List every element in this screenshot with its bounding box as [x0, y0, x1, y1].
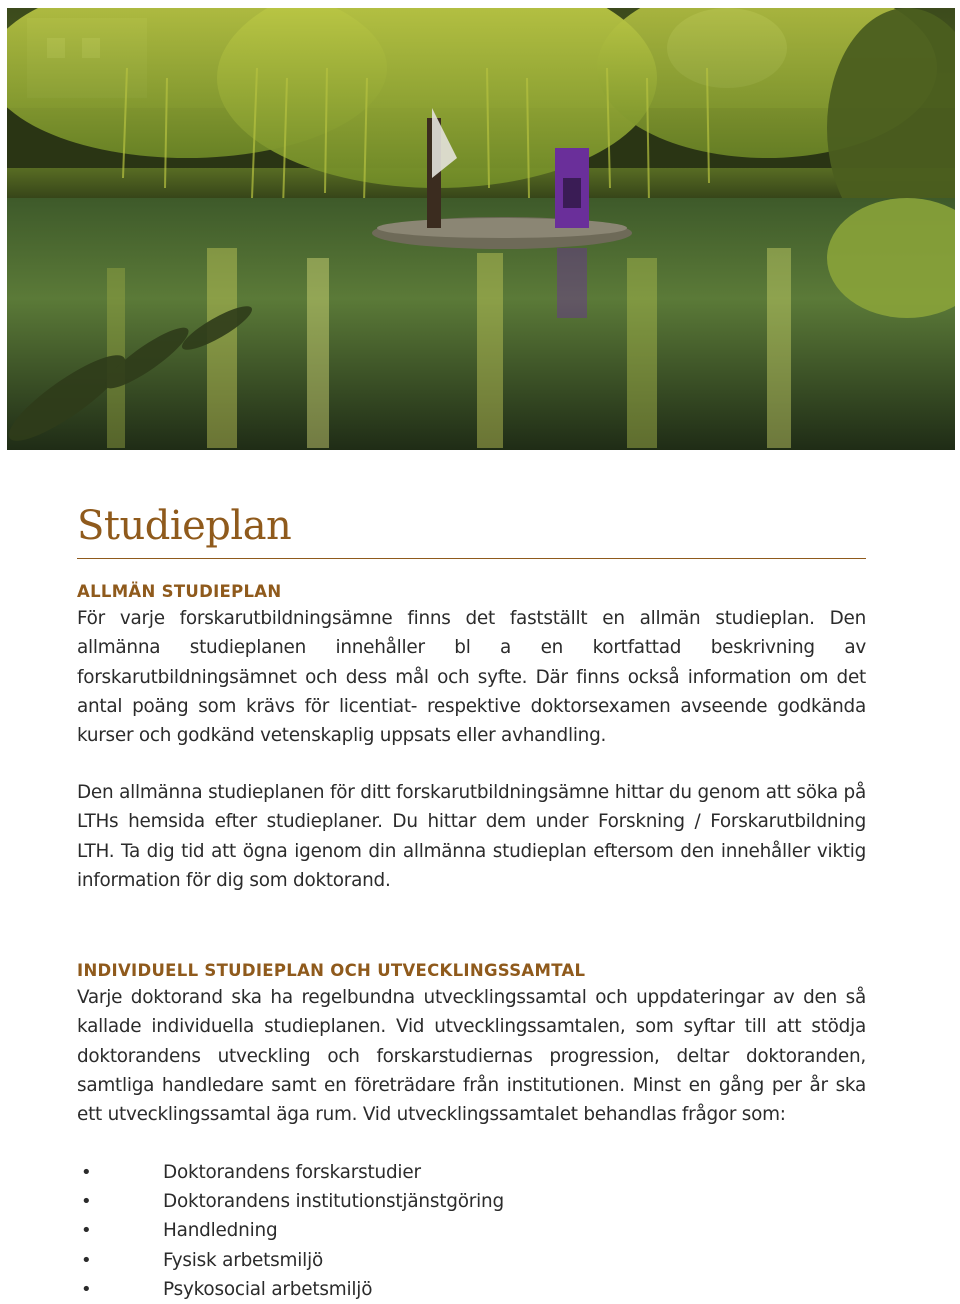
bullet-icon: • — [81, 1278, 92, 1300]
hero-photo — [7, 8, 955, 450]
list-item — [77, 1275, 504, 1304]
list-item-label: Psykosocial arbetsmiljö — [163, 1278, 373, 1300]
title-divider — [77, 558, 866, 559]
section-heading-allman-studieplan: ALLMÄN STUDIEPLAN — [77, 582, 282, 601]
paragraph: För varje forskarutbildningsämne finns det fastställt en allmän studieplan. Den allmänna studieplanen innehåller bl a en kortfattad beskrivning av forskarutbildningsämnet och dess mål och syfte. Där finns också information om det antal poäng som krävs för licentiat- respektive doktorsexamen avseende godkända kurser och godkänd vetenskaplig uppsats eller avhandling. — [77, 608, 866, 747]
bullet-icon: • — [81, 1249, 92, 1271]
list-item — [77, 1216, 504, 1245]
section-heading-individuell-studieplan: INDIVIDUELL STUDIEPLAN OCH UTVECKLINGSSAMTAL — [77, 961, 586, 980]
list-item — [77, 1158, 504, 1187]
list-item — [77, 1246, 504, 1275]
paragraph: Varje doktorand ska ha regelbundna utvecklingssamtal och uppdateringar av den så kallade individuella studieplanen. Vid utvecklingssamtalen, som syftar till att stödja doktorandens utveckling och forskarstudiernas progression, deltar doktoranden, samtliga handledare samt en företrädare från institutionen. Minst en gång per år ska ett utvecklingssamtal äga rum. Vid utvecklingssamtalet behandlas frågor som: — [77, 987, 866, 1126]
pond-illustration — [7, 8, 955, 450]
topics-list — [77, 1158, 504, 1304]
list-item-label: Fysisk arbetsmiljö — [163, 1249, 324, 1271]
paragraph: Den allmänna studieplanen för ditt forskarutbildningsämne hittar du genom att söka på LTHs hemsida efter studieplaner. Du hittar dem under Forskning / Forskarutbildning LTH. Ta dig tid att ögna igenom din allmänna studieplan eftersom den innehåller viktig information för dig som doktorand. — [77, 782, 866, 891]
list-item-label: Doktorandens institutionstjänstgöring — [163, 1191, 504, 1213]
page-title: Studieplan — [77, 503, 292, 549]
list-item — [77, 1187, 504, 1216]
list-item-label: Handledning — [163, 1220, 278, 1242]
title-block — [77, 497, 866, 559]
bullet-icon: • — [81, 1220, 92, 1242]
bullet-icon: • — [81, 1162, 92, 1183]
list-item-label: Doktorandens forskarstudier — [163, 1162, 421, 1183]
bullet-icon: • — [81, 1191, 92, 1213]
